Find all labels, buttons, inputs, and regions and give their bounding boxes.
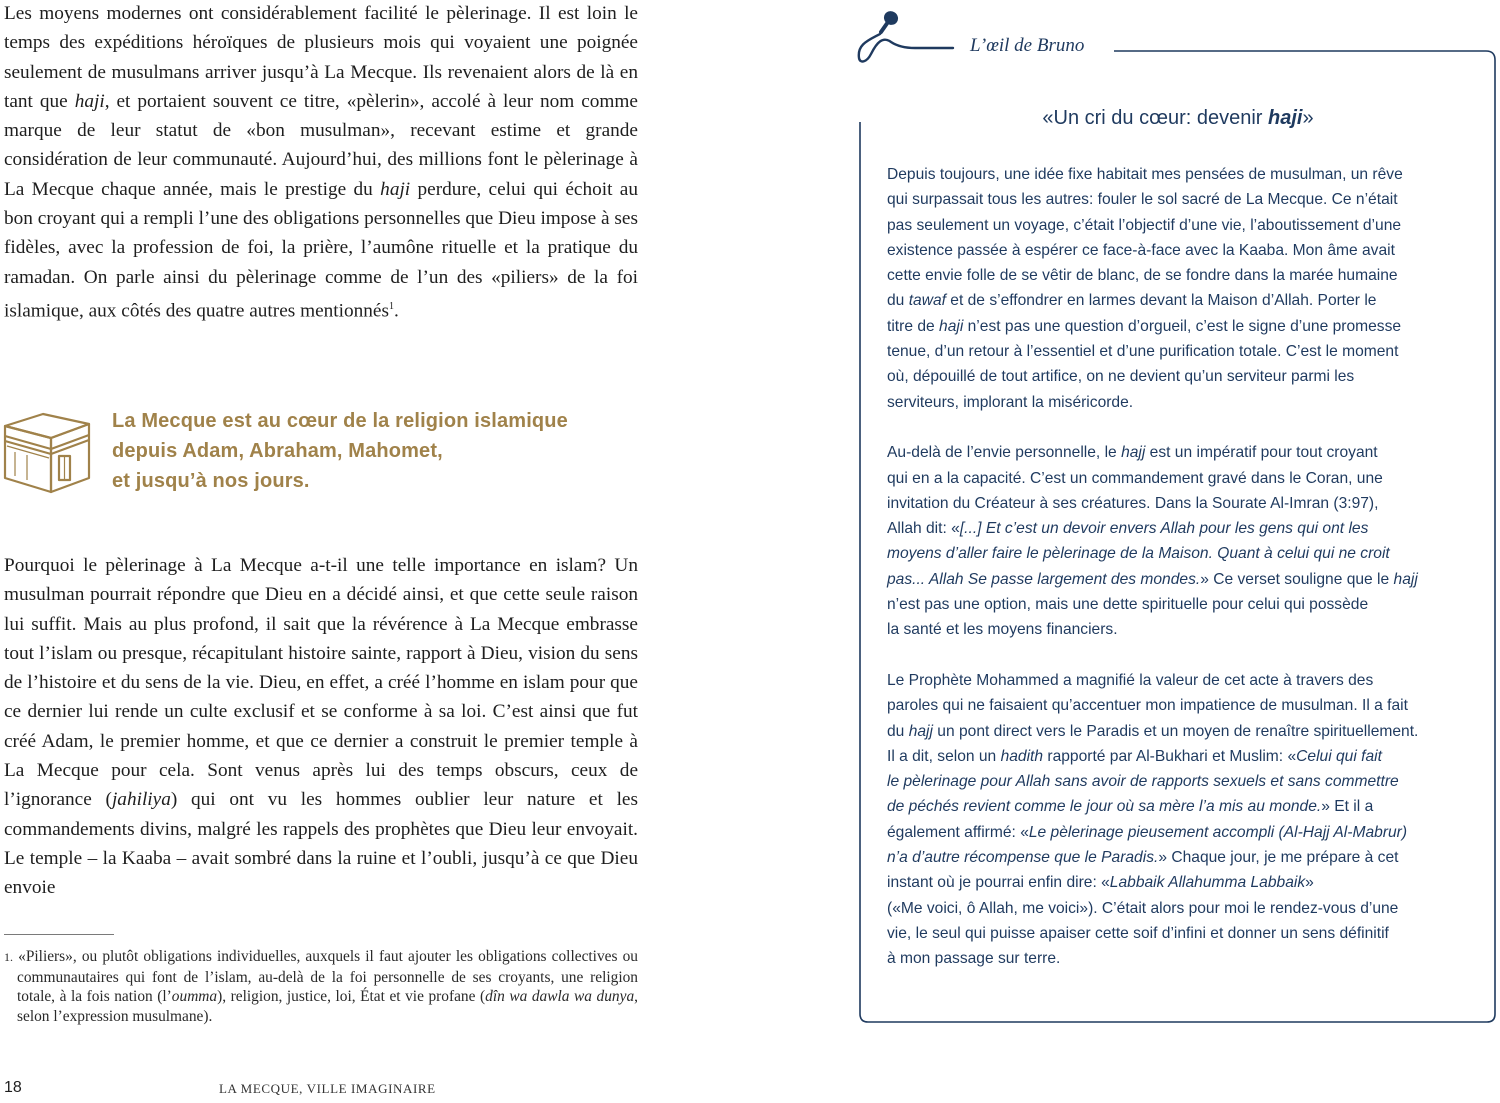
body-paragraph-2: Pourquoi le pèlerinage à La Mecque a-t-il une telle importance en islam? Un musulman pourrait répondre que Dieu en a décidé ainsi, et que cette seule raison lui suffit. Mais au plus profond, il sait que la révérence à La Mecque embrasse tout l’islam ou presque, récapitulant histoire sainte, rapport à Dieu, vision du sens de l’histoire et du sens de la vie. Dieu, en effet, a créé l’homme en islam pour que ce dernier lui rende un culte exclusif et se conforme à sa loi. C’est ainsi que fut créé Adam, le premier homme, et que ce dernier a construit le premier temple à La Mecque pour cela. Sont venus après lui des temps obscurs, ceux de l’ignorance (jahiliya) qui ont vu les hommes oublier leur nature et les commandements divins, malgré les rappels des prophètes que Dieu leur envoyait. Le temple – la Kaaba – avait sombré dans la ruine et l’oubli, jusqu’à ce que Dieu envoie	[4, 555, 638, 899]
footnote: 1. «Piliers», ou plutôt obligations individuelles, auxquels il faut ajouter les obligations collectives ou communautaires qui font de l’islam, au-delà de la foi personnelle de ses croyants, une religion totale, à la fois nation (l’oumma), religion, justice, loi, État et vie profane (dîn wa dawla wa dunya, selon l’expression musulmane).	[4, 948, 638, 1025]
footnote-divider	[4, 934, 114, 935]
pull-quote-line-3: et jusqu’à nos jours.	[112, 470, 310, 492]
sidebar-header: L’œil de Bruno	[970, 35, 1085, 56]
sidebar-title: «Un cri du cœur: devenir haji»	[1042, 107, 1314, 129]
sidebar-paragraph-2: Au-delà de l’envie personnelle, le hajj est un impératif pour tout croyant qui en a la capacité. C’est un commandement gravé dans le Coran, une invitation du Créateur à ses créatures. Dans la Sourate Al-Imran (3:97), Allah dit: «[...] Et c’est un devoir envers Allah pour les gens qui ont les moyens d’aller faire le pèlerinage de la Maison. Quant à celui qui ne croit pas... Allah Se passe largement des mondes.» Ce verset souligne que le hajj n’est pas une option, mais une dette spirituelle pour celui qui possède la santé et les moyens financiers.	[887, 444, 1418, 639]
page-number: 18	[4, 1079, 22, 1096]
sidebar-body	[887, 162, 1477, 997]
pull-quote-callout	[3, 404, 643, 496]
sidebar-paragraph-1: Depuis toujours, une idée fixe habitait mes pensées de musulman, un rêve qui surpassait tous les autres: fouler le sol sacré de La Mecque. Ce n’était pas seulement un voyage, c’était l’objectif d’une vie, l’aboutissement d’une existence passée à espérer ce face-à-face avec la Kaaba. Mon âme avait cette envie folle de se vêtir de blanc, de se fondre dans la marée humaine du tawaf et de s’effondrer en larmes devant la Maison d’Allah. Porter le titre de haji n’est pas une question d’orgueil, c’est le signe d’une promesse tenue, d’un retour à l’essentiel et d’une purification totale. C’est le moment où, dépouillé de tout artifice, on ne devient qu’un serviteur parmi les serviteurs, implorant la miséricorde.	[887, 166, 1403, 411]
sidebar-paragraph-3: Le Prophète Mohammed a magnifié la valeur de cet acte à travers des paroles qui ne faisaient qu’accentuer mon impatience de musulman. Il a fait du hajj un pont direct vers le Paradis et un moyen de renaître spirituellement. Il a dit, selon un hadith rapporté par Al-Bukhari et Muslim: «Celui qui fait le pèlerinage pour Allah sans avoir de rapports sexuels et sans commettre de péchés revient comme le jour où sa mère l’a mis au monde.» Et il a également affirmé: «Le pèlerinage pieusement accompli (Al-Hajj Al-Mabrur) n’a d’autre récompense que le Paradis.» Chaque jour, je me prépare à cet instant où je pourrai enfin dire: «Labbaik Allahumma Labbaik» («Me voici, ô Allah, me voici»). C’était alors pour moi le rendez-vous d’une vie, le seul qui puisse apaiser cette soif d’infini et donner un sens définitif à mon passage sur terre.	[887, 671, 1419, 968]
pull-quote-line-2: depuis Adam, Abraham, Mahomet,	[112, 440, 443, 462]
microphone-icon	[855, 6, 957, 66]
pull-quote-text	[112, 406, 568, 496]
running-head: LA MECQUE, VILLE IMAGINAIRE	[219, 1081, 436, 1096]
body-paragraph-1: Les moyens modernes ont considérablement facilité le pèlerinage. Il est loin le temps des expéditions héroïques de plusieurs mois qui voyaient une poignée seulement de musulmans arriver jusqu’à La Mecque. Ils revenaient alors de là en tant que haji, et portaient souvent ce titre, «pèlerin», accolé à leur nom comme marque de leur statut de «bon musulman», recevant estime et grande considération de leur communauté. Aujourd’hui, des millions font le pèlerinage à La Mecque chaque année, mais le prestige du haji perdure, celui qui échoit au bon croyant qui a rempli l’une des obligations personnelles que Dieu impose à ses fidèles, avec la profession de foi, la prière, l’aumône rituelle et la pratique du ramadan. On parle ainsi du pèlerinage comme de l’un des «piliers» de la foi islamique, aux côtés des quatre autres mentionnés$^1$.	[4, 3, 638, 322]
pull-quote-line-1: La Mecque est au cœur de la religion islamique	[112, 410, 568, 432]
kaaba-icon	[3, 406, 91, 494]
